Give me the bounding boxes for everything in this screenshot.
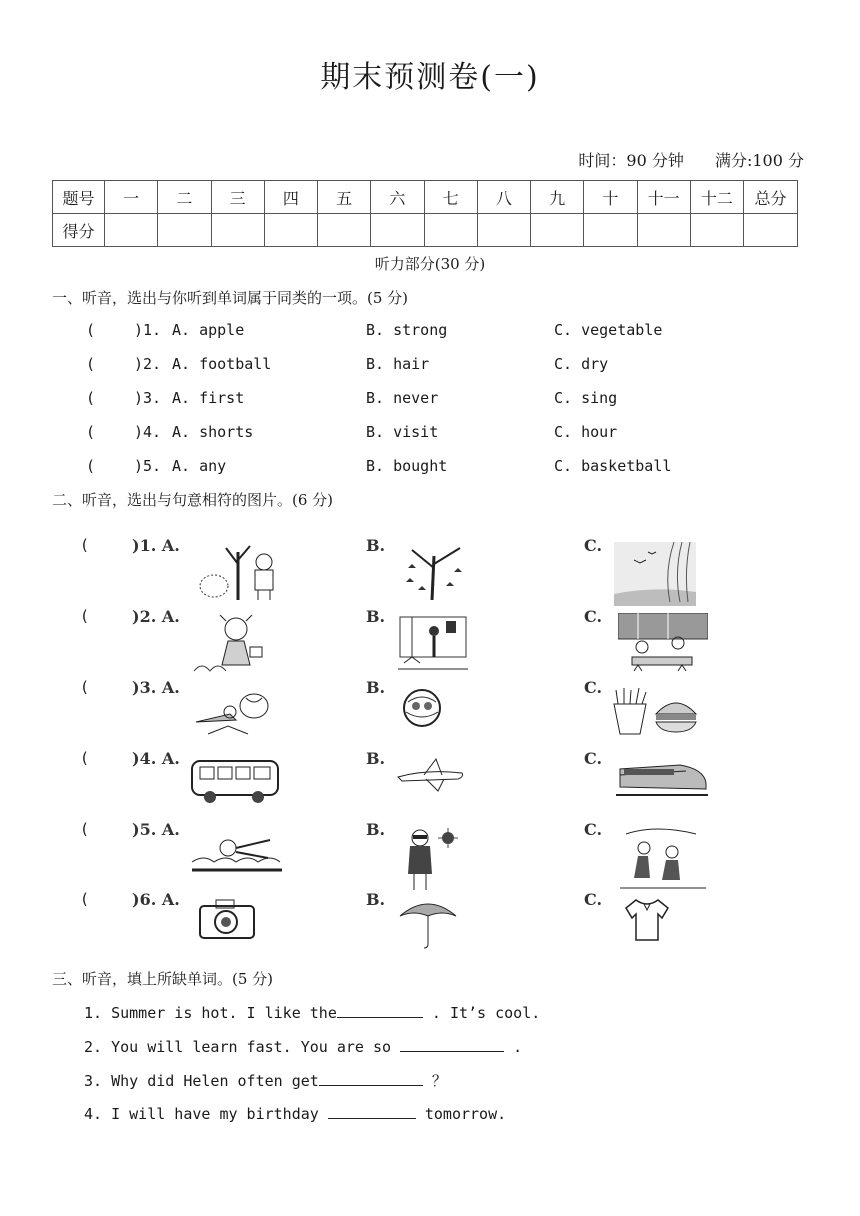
option-b-label: B. [366, 678, 386, 697]
answer-paren: ( [80, 749, 90, 767]
option-a: A. any [172, 457, 227, 475]
girl-watering-image [192, 613, 268, 677]
time-limit: 时间：90 分钟 [578, 151, 684, 170]
option-c-label: C. [584, 890, 603, 909]
score-cell-empty [318, 214, 371, 247]
score-cell-header: 三 [211, 181, 264, 214]
score-cell-header: 十一 [637, 181, 690, 214]
mc-question-3 [86, 389, 806, 413]
train-image [616, 755, 708, 801]
mc-question-4 [86, 423, 806, 447]
score-row-label: 得分 [53, 214, 105, 247]
vegetables-image [190, 684, 276, 740]
option-c-label: C. [584, 536, 603, 555]
sentence-start: 4. I will have my birthday [84, 1105, 328, 1123]
score-cell-empty [105, 214, 158, 247]
score-cell-empty [744, 214, 798, 247]
score-cell-empty [477, 214, 530, 247]
picture-question-4 [80, 749, 800, 815]
score-cell-header: 六 [371, 181, 424, 214]
answer-paren: ( [80, 607, 90, 625]
umbrella-image [398, 896, 458, 950]
score-cell-empty [424, 214, 477, 247]
score-cell-header: 一 [105, 181, 158, 214]
answer-blank[interactable] [319, 1070, 423, 1086]
picture-question-1 [80, 536, 800, 602]
full-score: 满分:100 分 [714, 151, 804, 170]
spring-scene-image [614, 542, 696, 606]
question-label: )2. A. [132, 607, 180, 626]
option-b-label: B. [366, 536, 386, 555]
score-table [52, 180, 798, 247]
answer-paren: ( [86, 423, 96, 441]
child-swimming-image [190, 826, 282, 874]
sentence-start: 1. Summer is hot. I like the [84, 1004, 337, 1022]
section1-heading: 一、听音，选出与你听到单词属于同类的一项。(5 分) [52, 289, 409, 307]
option-c: C. basketball [554, 457, 672, 475]
plane-image [396, 755, 466, 795]
score-cell-empty [531, 214, 584, 247]
question-label: )1. A. [132, 536, 180, 555]
answer-paren: ( [80, 678, 90, 696]
family-eating-image [618, 613, 708, 677]
score-cell-header: 十 [584, 181, 637, 214]
autumn-tree-image [398, 542, 468, 600]
option-a: A. shorts [172, 423, 254, 441]
fill-question-4 [84, 1103, 506, 1123]
sentence-end: . It’s cool. [422, 1004, 541, 1022]
score-cell-header: 七 [424, 181, 477, 214]
score-cell-header: 十二 [690, 181, 743, 214]
exam-meta [552, 148, 804, 171]
score-cell-header: 四 [264, 181, 317, 214]
mc-question-2 [86, 355, 806, 379]
winter-tree-child-image [192, 542, 284, 600]
question-label: )6. A. [132, 890, 180, 909]
option-a: A. apple [172, 321, 245, 339]
option-b: B. strong [366, 321, 448, 339]
answer-paren: ( [80, 820, 90, 838]
camera-image [196, 896, 258, 942]
score-cell-empty [637, 214, 690, 247]
score-cell-empty [584, 214, 637, 247]
picture-question-5 [80, 820, 800, 886]
fill-question-3 [84, 1070, 447, 1091]
score-cell-empty [211, 214, 264, 247]
score-table-score-row [53, 214, 798, 247]
option-b: B. bought [366, 457, 448, 475]
option-b: B. visit [366, 423, 439, 441]
sentence-end: ？ [422, 1072, 447, 1090]
option-b-label: B. [366, 607, 386, 626]
score-cell-header: 题号 [53, 181, 105, 214]
fill-question-1 [84, 1002, 540, 1022]
section3-heading: 三、听音，填上所缺单词。(5 分) [52, 970, 274, 988]
option-a: A. first [172, 389, 245, 407]
question-label: )3. A. [132, 678, 180, 697]
answer-paren: ( [80, 536, 90, 554]
answer-paren: ( [80, 890, 90, 908]
children-playing-image [620, 826, 706, 892]
score-table-header-row [53, 181, 798, 214]
sentence-start: 2. You will learn fast. You are so [84, 1038, 401, 1056]
question-number: )4. [134, 423, 162, 441]
option-c-label: C. [584, 749, 603, 768]
fruit-basket-image [398, 684, 446, 734]
option-c: C. sing [554, 389, 618, 407]
option-c: C. hour [554, 423, 618, 441]
mc-question-5 [86, 457, 806, 481]
answer-blank[interactable] [328, 1103, 416, 1119]
answer-paren: ( [86, 355, 96, 373]
score-cell-header: 二 [158, 181, 211, 214]
option-c: C. vegetable [554, 321, 663, 339]
boy-cleaning-image [398, 613, 468, 677]
section2-heading: 二、听音，选出与句意相符的图片。(6 分) [52, 491, 334, 509]
answer-blank[interactable] [400, 1036, 504, 1052]
score-cell-empty [690, 214, 743, 247]
option-b: B. hair [366, 355, 430, 373]
answer-paren: ( [86, 457, 96, 475]
fries-burger-image [610, 684, 700, 736]
question-label: )4. A. [132, 749, 180, 768]
question-number: )2. [134, 355, 162, 373]
score-cell-empty [264, 214, 317, 247]
option-c: C. dry [554, 355, 609, 373]
option-b-label: B. [366, 820, 386, 839]
picture-question-6 [80, 890, 800, 956]
option-b-label: B. [366, 890, 386, 909]
bus-image [190, 755, 280, 805]
answer-paren: ( [86, 389, 96, 407]
question-number: )3. [134, 389, 162, 407]
score-cell-header: 五 [318, 181, 371, 214]
score-cell-header: 总分 [744, 181, 798, 214]
sentence-start: 3. Why did Helen often get [84, 1072, 319, 1090]
option-c-label: C. [584, 678, 603, 697]
option-b-label: B. [366, 749, 386, 768]
girl-sunglasses-image [400, 826, 464, 892]
sentence-end: tomorrow. [415, 1105, 507, 1123]
question-label: )5. A. [132, 820, 180, 839]
picture-question-3 [80, 678, 800, 744]
answer-paren: ( [86, 321, 96, 339]
option-c-label: C. [584, 607, 603, 626]
score-cell-empty [371, 214, 424, 247]
listening-section-header: 听力部分(30 分) [374, 255, 486, 273]
question-number: )1. [134, 321, 162, 339]
option-a: A. football [172, 355, 272, 373]
answer-blank[interactable] [337, 1002, 423, 1018]
mc-question-1 [86, 321, 806, 345]
page-title: 期末预测卷(一) [320, 60, 540, 95]
question-number: )5. [134, 457, 162, 475]
score-cell-header: 八 [477, 181, 530, 214]
option-c-label: C. [584, 820, 603, 839]
score-cell-empty [158, 214, 211, 247]
fill-question-2 [84, 1036, 522, 1056]
sentence-end: . [504, 1038, 523, 1056]
option-b: B. never [366, 389, 439, 407]
t-shirt-image [622, 896, 670, 944]
score-cell-header: 九 [531, 181, 584, 214]
picture-question-2 [80, 607, 800, 673]
